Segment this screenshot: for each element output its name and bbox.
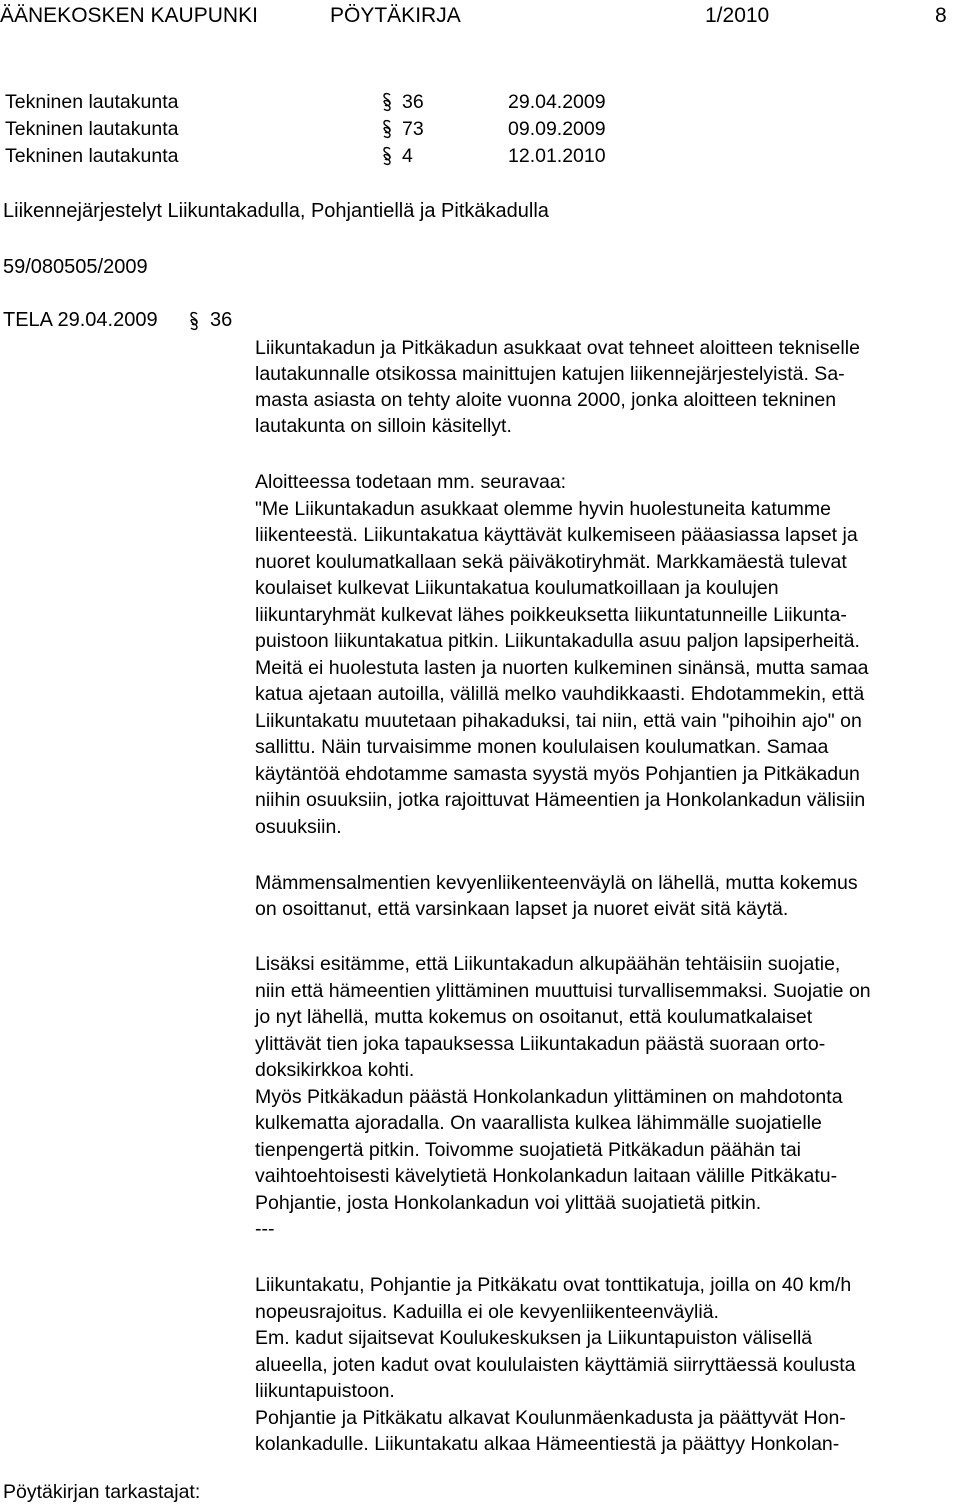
body-paragraph	[255, 335, 960, 439]
text-line: Pohjantie, josta Honkolankadun voi ylittää suojatietä pitkin.	[255, 1191, 762, 1214]
text-line: osuuksiin.	[255, 815, 342, 838]
record-number: 59/080505/2009	[3, 256, 148, 278]
document-title: Liikennejärjestelyt Liikuntakadulla, Pohjantiellä ja Pitkäkadulla	[3, 200, 549, 222]
text-line: lautakunta on silloin käsitellyt.	[255, 415, 512, 437]
text-line: niihin osuuksiin, jotka rajoittuvat Hämeentien ja Honkolankadun välisiin	[255, 789, 866, 811]
text-line: katua ajetaan autoilla, välillä melko vauhdikkaasti. Ehdotammekin, että	[255, 683, 865, 705]
text-line: Liikuntakatu, Pohjantie ja Pitkäkatu ovat tonttikatuja, joilla on 40 km/h	[255, 1274, 852, 1296]
history-section: 4	[402, 145, 413, 167]
body-paragraph	[255, 469, 960, 840]
text-line: jo nyt lähellä, mutta kokemus on osoitanut, että koulumatkalaiset	[255, 1006, 813, 1028]
history-body: Tekninen lautakunta	[5, 118, 179, 140]
text-line: ylittävät tien joka tapauksessa Liikuntakadun päästä suoraan orto-	[255, 1032, 826, 1055]
text-line: Myös Pitkäkadun päästä Honkolankadun ylittäminen on mahdotonta	[255, 1085, 843, 1108]
body-paragraph	[255, 951, 960, 1243]
text-line: nopeusrajoitus. Kaduilla ei ole kevyenliikenteenväyliä.	[255, 1300, 719, 1323]
history-date: 09.09.2009	[508, 118, 606, 140]
text-line: Lisäksi esitämme, että Liikuntakadun alkupäähän tehtäisiin suojatie,	[255, 953, 841, 975]
history-body: Tekninen lautakunta	[5, 91, 179, 113]
text-line: Pohjantie ja Pitkäkatu alkavat Koulunmäenkadusta ja päättyvät Hon-	[255, 1406, 846, 1429]
history-date: 29.04.2009	[508, 91, 606, 113]
body-paragraph	[255, 870, 960, 922]
text-line: liikuntaryhmät kulkevat lähes poikkeuksetta liikuntatunneille Liikunta-	[255, 603, 847, 626]
history-section: 36	[402, 91, 424, 113]
text-line: käytäntöä ehdotamme samasta syystä myös Pohjantien ja Pitkäkadun	[255, 762, 860, 785]
header-page: 8	[935, 4, 947, 27]
header-doc-type: PÖYTÄKIRJA	[330, 4, 461, 27]
paragraph-sign-icon	[380, 119, 394, 142]
paragraph-sign-icon	[380, 146, 394, 169]
history-date: 12.01.2010	[508, 145, 606, 167]
text-line: ---	[255, 1218, 275, 1240]
text-line: sallittu. Näin turvaisimme monen koululaisen koulumatkan. Samaa	[255, 736, 829, 758]
text-line: Aloitteessa todetaan mm. seuravaa:	[255, 471, 567, 493]
header-org: ÄÄNEKOSKEN KAUPUNKI	[0, 4, 258, 27]
text-line: Mämmensalmentien kevyenliikenteenväylä on lähellä, mutta kokemus	[255, 872, 858, 894]
paragraph-sign-icon	[380, 92, 394, 115]
text-line: niin että hämeentien ylittäminen muuttuisi turvallisemmaksi. Suojatie on	[255, 979, 871, 1002]
text-line: puistoon liikuntakatua pitkin. Liikuntakadulla asuu paljon lapsiperheitä.	[255, 630, 860, 652]
text-line: kolankadulle. Liikuntakatu alkaa Hämeentiestä ja päättyy Honkolan-	[255, 1433, 840, 1455]
text-line: Meitä ei huolestuta lasten ja nuorten kulkeminen sinänsä, mutta samaa	[255, 656, 869, 679]
text-line: masta asiasta on tehty aloite vuonna 2000, jonka aloitteen tekninen	[255, 389, 837, 411]
text-line: Liikuntakadun ja Pitkäkadun asukkaat ovat tehneet aloitteen tekniselle	[255, 337, 860, 359]
text-line: tienpengertä pitkin. Toivomme suojatietä Pitkäkadun päähän tai	[255, 1138, 801, 1161]
text-line: lautakunnalle otsikossa mainittujen katujen liikennejärjestelyistä. Sa-	[255, 363, 845, 385]
history-section: 73	[402, 118, 424, 140]
text-line: liikenteestä. Liikuntakatua käyttävät kulkemiseen pääasiassa lapset ja	[255, 524, 858, 546]
text-line: doksikirkkoa kohti.	[255, 1059, 415, 1081]
history-body: Tekninen lautakunta	[5, 145, 179, 167]
text-line: "Me Liikuntakadun asukkaat olemme hyvin huolestuneita katumme	[255, 497, 831, 520]
body-paragraph	[255, 1272, 960, 1458]
text-line: Em. kadut sijaitsevat Koulukeskuksen ja Liikuntapuiston välisellä	[255, 1327, 813, 1349]
text-line: liikuntapuistoon.	[255, 1380, 395, 1402]
header-number: 1/2010	[705, 4, 770, 27]
text-line: alueella, joten kadut ovat koululaisten käyttämiä siirryttäessä koulusta	[255, 1353, 856, 1376]
text-line: kulkematta ajoradalla. On vaarallista kulkea lähimmälle suojatielle	[255, 1112, 822, 1134]
text-line: Liikuntakatu muutetaan pihakaduksi, tai niin, että vain "pihoihin ajo" on	[255, 709, 862, 732]
section-ref-number: 36	[210, 309, 233, 331]
paragraph-sign-icon	[187, 311, 201, 334]
section-ref-label: TELA 29.04.2009	[3, 309, 158, 331]
inspectors-label: Pöytäkirjan tarkastajat:	[3, 1481, 201, 1503]
text-line: koulaiset kulkevat Liikuntakatua koulumatkoillaan ja koulujen	[255, 577, 779, 599]
text-line: on osoittanut, että varsinkaan lapset ja nuoret eivät sitä käytä.	[255, 898, 789, 920]
text-line: nuoret koulumatkallaan sekä päiväkotiryhmät. Markkamäestä tulevat	[255, 550, 847, 573]
text-line: vaihtoehtoisesti kävelytietä Honkolankadun laitaan välille Pitkäkatu-	[255, 1165, 838, 1187]
